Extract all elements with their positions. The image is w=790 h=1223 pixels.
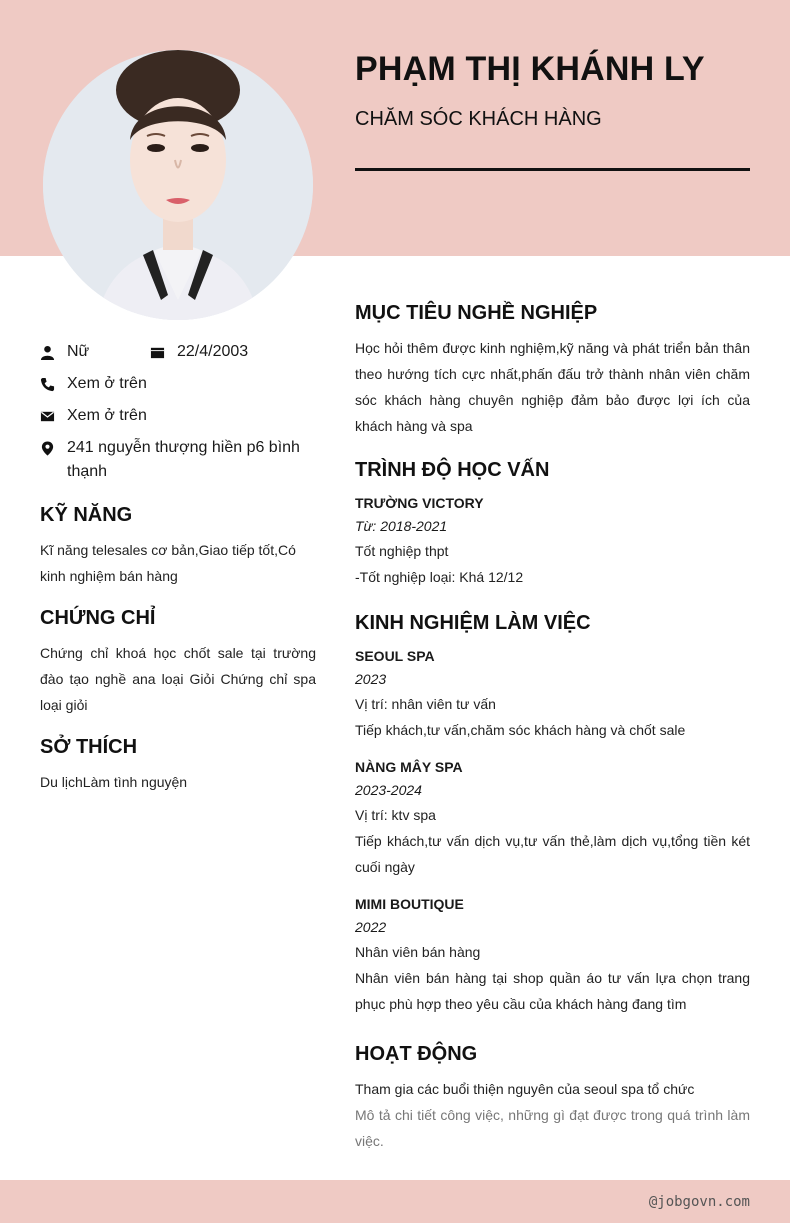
skills-section [40,504,316,589]
skills-heading: KỸ NĂNG [40,504,133,526]
phone-row [40,372,316,396]
address-row [40,436,316,484]
footer-brand: @jobgovn.com [648,1194,750,1210]
objective-section [355,302,750,439]
work-position: Nhân viên bán hàng [355,944,481,960]
footer-band [0,1180,790,1223]
left-column [40,340,316,795]
calendar-icon [150,345,165,360]
certificates-heading: CHỨNG CHỈ [40,607,156,629]
experience-item [355,756,750,880]
location-pin-icon [40,441,55,456]
address-value: 241 nguyễn thượng hiền p6 bình thạnh [67,439,300,480]
company-name: SEOUL SPA [355,648,435,664]
education-heading: TRÌNH ĐỘ HỌC VẤN [355,459,550,481]
work-position: Vị trí: ktv spa [355,807,436,823]
hobbies-section [40,736,316,795]
email-value: Xem ở trên [67,407,147,424]
work-description: Tiếp khách,tư vấn dịch vụ,tư vấn thẻ,làm dịch vụ,tổng tiền két cuối ngày [355,833,750,875]
profile-photo [43,50,313,320]
user-icon [40,345,55,360]
work-position: Vị trí: nhân viên tư vấn [355,696,496,712]
objective-heading: MỤC TIÊU NGHỀ NGHIỆP [355,302,598,324]
objective-text: Học hỏi thêm được kinh nghiệm,kỹ năng và phát triển bản thân theo hướng tích cực nhất,phấn đấu trở thành nhân viên chăm sóc khách hàng chuyên nghiệp đảm bảo được lợi ích của khách hàng và spa [355,340,750,434]
phone-icon [40,377,55,392]
birthday-value: 22/4/2003 [177,343,249,360]
company-name: MIMI BOUTIQUE [355,896,464,912]
birthday-row [150,340,248,364]
gender-value: Nữ [67,343,90,360]
work-time: 2022 [355,919,387,935]
email-icon [40,409,55,424]
education-section [355,459,750,590]
skills-text: Kĩ năng telesales cơ bản,Giao tiếp tốt,Có kinh nghiệm bán hàng [40,542,296,584]
email-row [40,404,316,428]
activities-text: Tham gia các buổi thiện nguyên của seoul spa tổ chức [355,1081,695,1097]
activities-section [355,1043,750,1154]
education-line-2: -Tốt nghiệp loại: Khá 12/12 [355,569,524,585]
certificates-text: Chứng chỉ khoá học chốt sale tại trường đào tạo nghề ana loại Giỏi Chứng chỉ spa loại giỏi [40,645,316,713]
experience-section [355,612,750,1017]
candidate-name: PHẠM THỊ KHÁNH LY [355,50,705,88]
gender-row [40,340,150,364]
education-line-1: Tốt nghiệp thpt [355,543,449,559]
hobbies-text: Du lịchLàm tình nguyện [40,774,188,790]
work-description: Tiếp khách,tư vấn,chăm sóc khách hàng và chốt sale [355,722,686,738]
education-time: Từ: 2018-2021 [355,518,448,534]
experience-item [355,893,750,1017]
job-title: CHĂM SÓC KHÁCH HÀNG [355,108,602,130]
work-time: 2023 [355,671,387,687]
work-time: 2023-2024 [355,782,422,798]
gender-birthday-row [40,340,316,372]
activities-placeholder: Mô tả chi tiết công việc, những gì đạt được trong quá trình làm việc. [355,1107,750,1149]
company-name: NÀNG MÂY SPA [355,759,463,775]
activities-heading: HOẠT ĐỘNG [355,1043,478,1065]
certificates-section [40,607,316,718]
experience-heading: KINH NGHIỆM LÀM VIỆC [355,612,591,634]
hobbies-heading: SỞ THÍCH [40,736,138,758]
work-description: Nhân viên bán hàng tại shop quần áo tư vấn lựa chọn trang phục phù hợp theo yêu cầu của khách hàng đang tìm [355,970,750,1012]
phone-value: Xem ở trên [67,375,147,392]
school-name: TRƯỜNG VICTORY [355,495,484,511]
experience-item [355,645,750,743]
title-divider [355,168,750,171]
